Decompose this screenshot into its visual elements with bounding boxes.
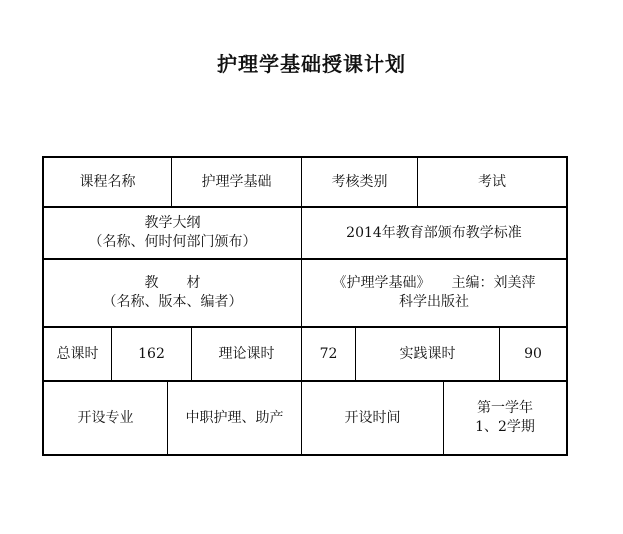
practice-hours-label: 实践课时 <box>356 328 500 380</box>
table-row-course <box>42 156 568 208</box>
textbook-label <box>44 260 302 326</box>
course-plan-table <box>42 156 568 456</box>
theory-hours-value: 72 <box>302 328 356 380</box>
table-row-offering <box>42 382 568 456</box>
textbook-value-line2: 科学出版社 <box>399 294 469 310</box>
table-row-hours <box>42 328 568 382</box>
syllabus-label-line1: 教学大纲 <box>144 215 201 231</box>
syllabus-value: 2014年教育部颁布教学标准 <box>346 224 522 241</box>
table-row-textbook <box>42 260 568 328</box>
textbook-label-line2: （名称、版本、编者） <box>102 294 243 310</box>
syllabus-label <box>44 208 302 258</box>
course-name-label: 课程名称 <box>44 158 172 206</box>
total-hours-value: 162 <box>112 328 192 380</box>
offering-time-value <box>444 382 566 454</box>
offering-time-line2: 1、2学期 <box>475 419 535 435</box>
page-title: 护理学基础授课计划 <box>217 52 406 76</box>
practice-hours-value: 90 <box>524 345 542 362</box>
syllabus-label-line2: （名称、何时何部门颁布） <box>88 234 257 250</box>
textbook-value-line1: 《护理学基础》 主编：刘美萍 <box>332 275 536 291</box>
total-hours-label: 总课时 <box>44 328 112 380</box>
table-row-syllabus <box>42 208 568 260</box>
exam-type-label: 考核类别 <box>302 158 418 206</box>
textbook-label-line1: 教 材 <box>144 275 201 291</box>
major-value: 中职护理、助产 <box>168 382 302 454</box>
major-label: 开设专业 <box>44 382 168 454</box>
offering-time-label: 开设时间 <box>302 382 444 454</box>
offering-time-line1: 第一学年 <box>476 400 533 416</box>
exam-type-value: 考试 <box>478 173 506 190</box>
textbook-value <box>302 260 566 326</box>
theory-hours-label: 理论课时 <box>192 328 302 380</box>
course-name-value: 护理学基础 <box>172 158 302 206</box>
